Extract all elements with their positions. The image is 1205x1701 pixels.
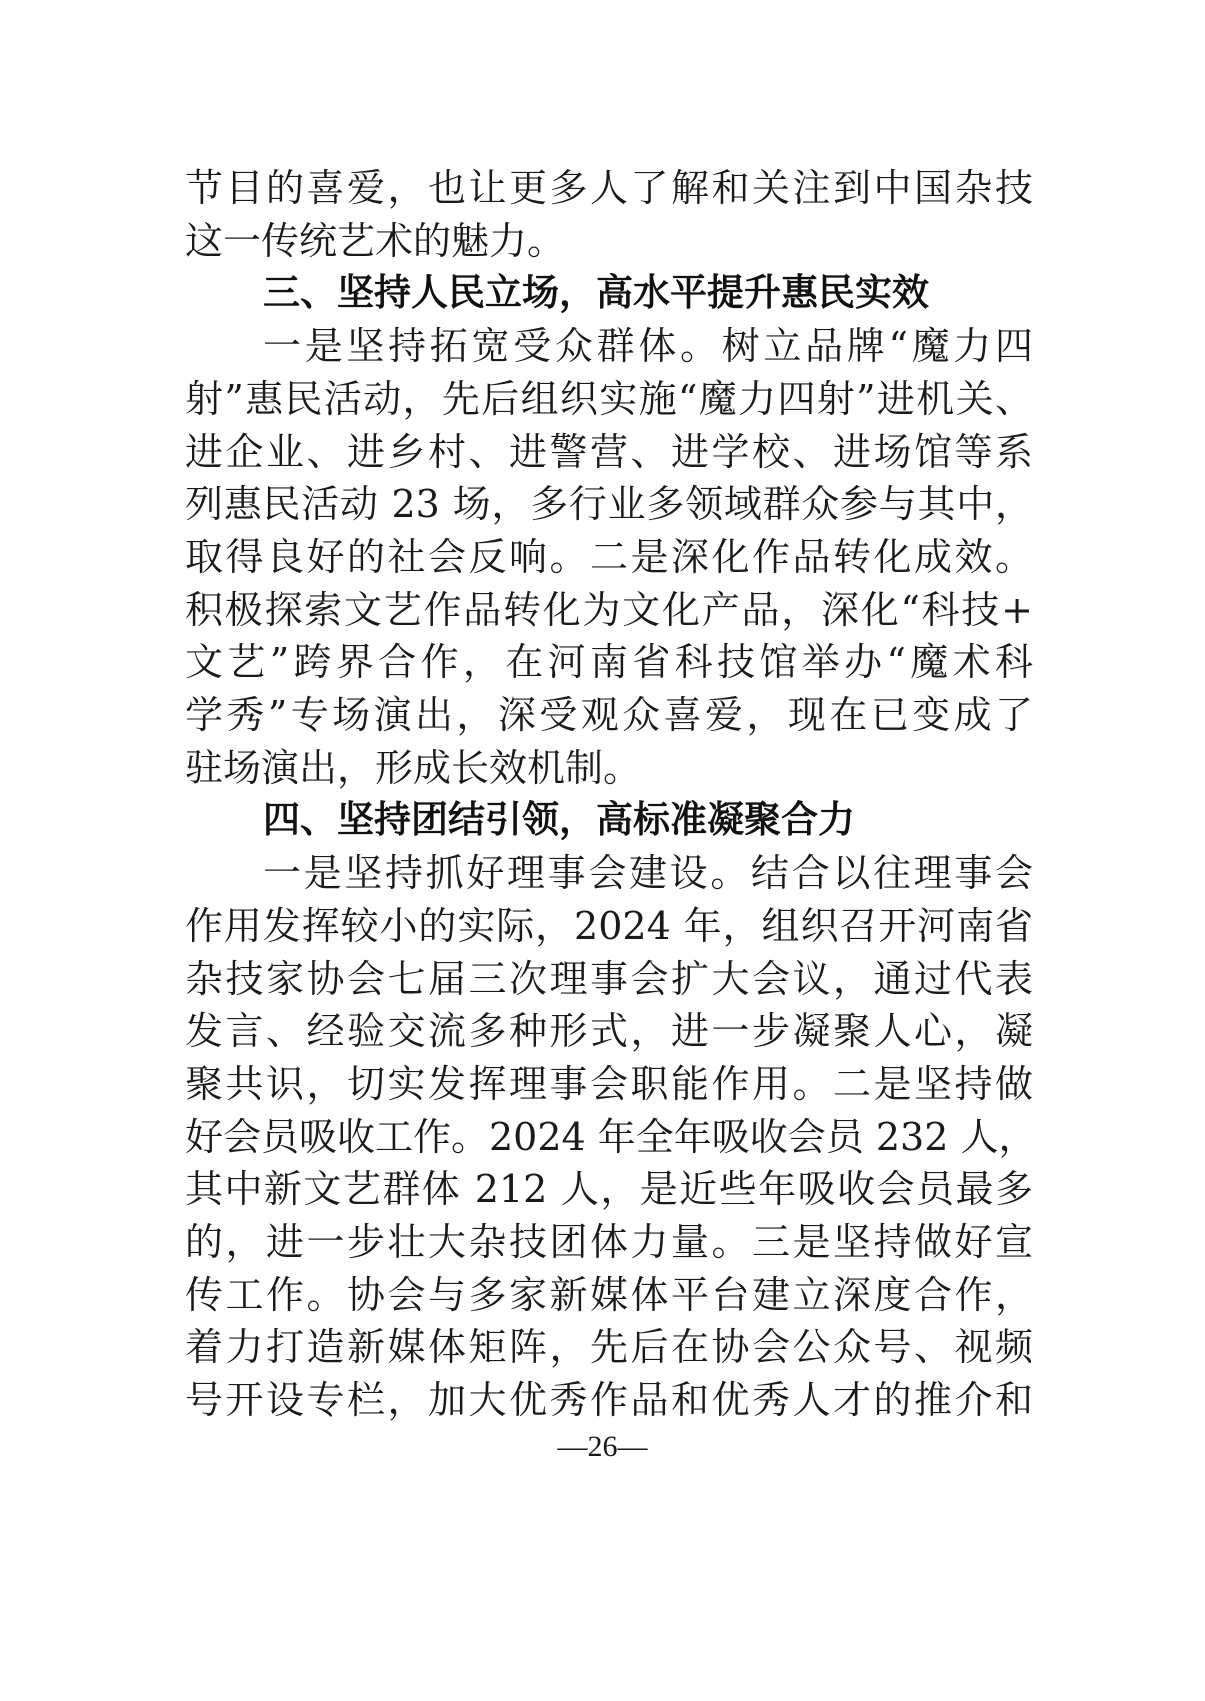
text-line: 发言、经验交流多种形式，进一步凝聚人心，凝 — [185, 1009, 1033, 1054]
text-line: 传工作。协会与多家新媒体平台建立深度合作， — [185, 1272, 1033, 1317]
text-line: 好会员吸收工作。2024 年全年吸收会员 232 人， — [185, 1114, 1037, 1159]
text-line: 学秀”专场演出，深受观众喜爱，现在已变成了 — [185, 693, 1033, 737]
text-line: 其中新文艺群体 212 人，是近些年吸收会员最多 — [185, 1167, 1033, 1212]
text-line: 列惠民活动 23 场，多行业多领域群众参与其中， — [185, 482, 1033, 527]
text-line: 取得良好的社会反响。二是深化作品转化成效。 — [185, 534, 1033, 579]
section-heading: 四、坚持团结引领，高标准凝聚合力 — [263, 798, 855, 842]
text-line: 射”惠民活动，先后组织实施“魔力四射”进机关、 — [185, 376, 1033, 421]
text-line: 这一传统艺术的魅力。 — [185, 218, 566, 263]
text-line: 作用发挥较小的实际，2024 年，组织召开河南省 — [185, 903, 1033, 948]
text-line: 文艺”跨界合作，在河南省科技馆举办“魔术科 — [185, 640, 1033, 685]
text-line: 聚共识，切实发挥理事会职能作用。二是坚持做 — [185, 1061, 1033, 1106]
text-line: 进企业、进乡村、进警营、进学校、进场馆等系 — [185, 429, 1033, 474]
text-line: 的，进一步壮大杂技团体力量。三是坚持做好宣 — [185, 1220, 1033, 1264]
section-heading: 三、坚持人民立场，高水平提升惠民实效 — [263, 271, 929, 315]
text-line: 号开设专栏，加大优秀作品和优秀人才的推介和 — [185, 1378, 1033, 1423]
text-line: 节目的喜爱，也让更多人了解和关注到中国杂技 — [185, 166, 1033, 210]
text-line: 积极探索文艺作品转化为文化产品，深化“科技+ — [185, 587, 1033, 632]
text-line: 一是坚持抓好理事会建设。结合以往理事会 — [263, 851, 1033, 896]
text-line: 一是坚持拓宽受众群体。树立品牌“魔力四 — [263, 324, 1033, 369]
page-number: —26— — [557, 1430, 648, 1463]
text-line: 杂技家协会七届三次理事会扩大会议，通过代表 — [185, 956, 1033, 1001]
text-line: 驻场演出，形成长效机制。 — [185, 745, 642, 790]
text-line: 着力打造新媒体矩阵，先后在协会公众号、视频 — [185, 1325, 1033, 1370]
